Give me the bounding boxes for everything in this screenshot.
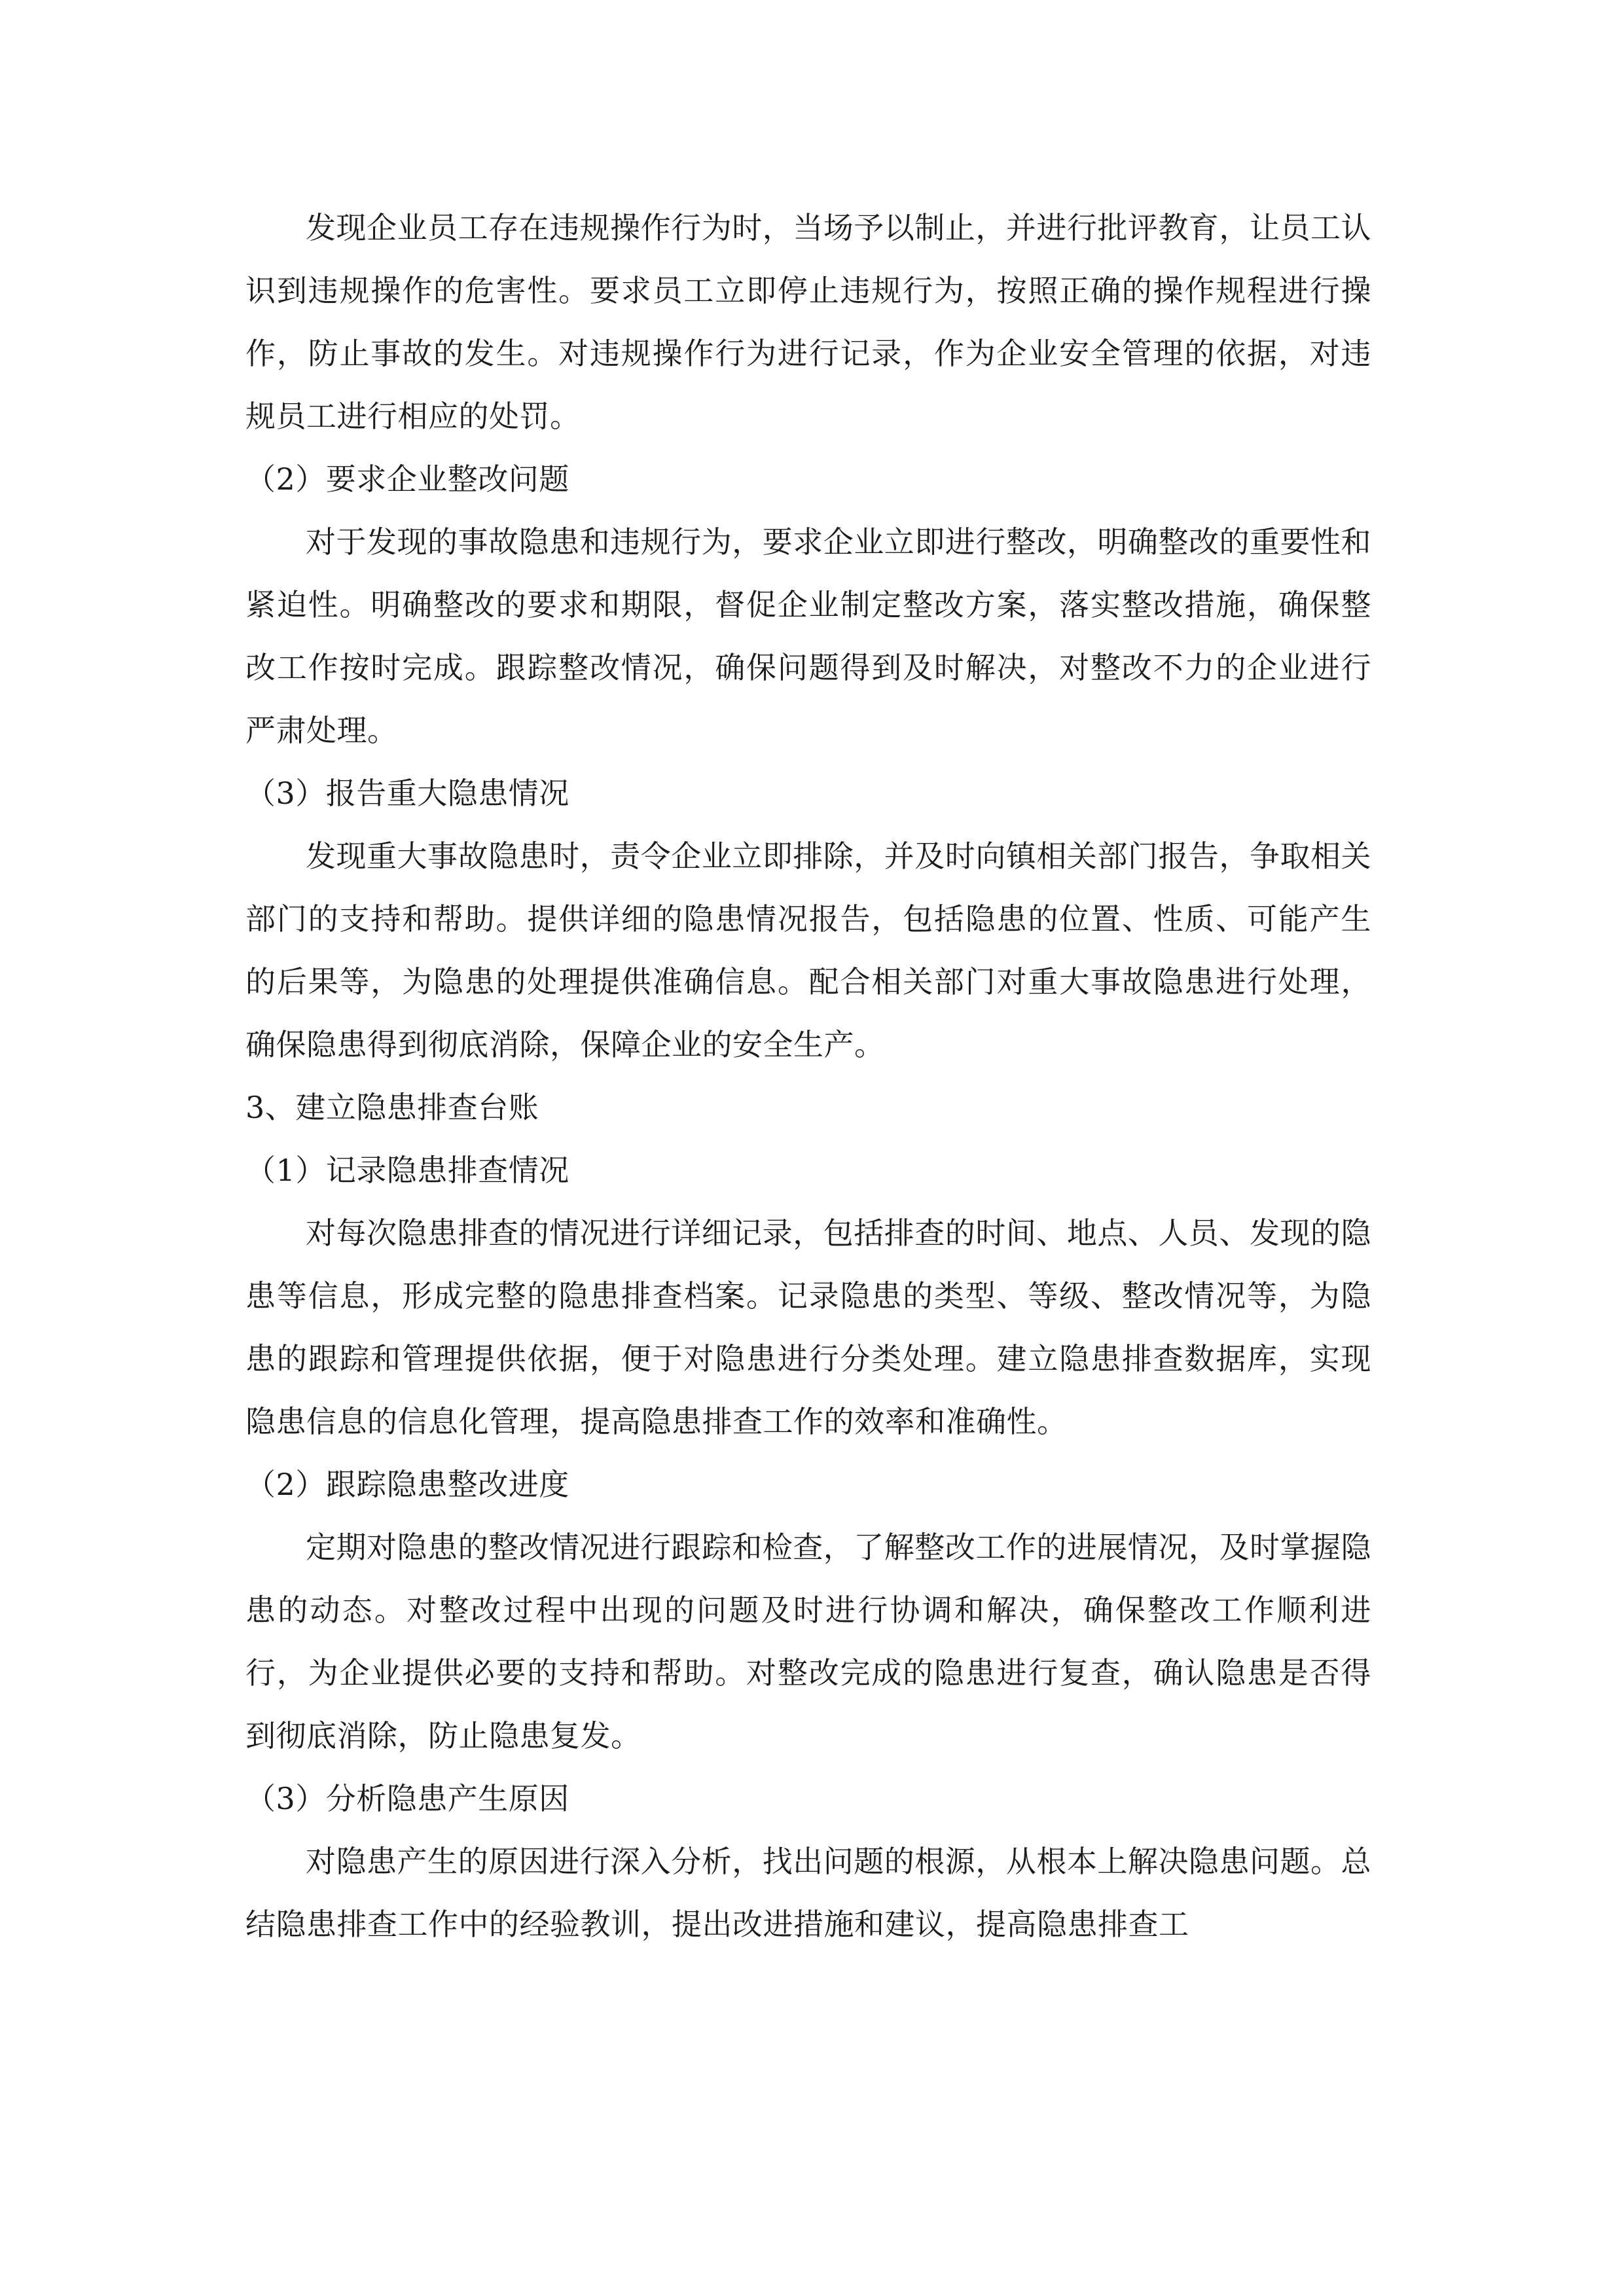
heading-report-major-hazards: （3）报告重大隐患情况 (245, 776, 569, 811)
paragraph-rectification: 对于发现的事故隐患和违规行为，要求企业立即进行整改，明确整改的重要性和紧迫性。明确整改的要求和期限，督促企业制定整改方案，落实整改措施，确保整改工作按时完成。跟踪整改情况，确保问题得到及时解决，对整改不力的企业进行严肃处理。 (245, 524, 1371, 748)
paragraph-record-inspection: 对每次隐患排查的情况进行详细记录，包括排查的时间、地点、人员、发现的隐患等信息，形成完整的隐患排查档案。记录隐患的类型、等级、整改情况等，为隐患的跟踪和管理提供依据，便于对隐患进行分类处理。建立隐患排查数据库，实现隐患信息的信息化管理，提高隐患排查工作的效率和准确性。 (245, 1215, 1371, 1439)
paragraph-analyze-causes: 对隐患产生的原因进行深入分析，找出问题的根源，从根本上解决隐患问题。总结隐患排查工作中的经验教训，提出改进措施和建议，提高隐患排查工 (245, 1844, 1371, 1942)
document-page (245, 196, 1371, 1956)
heading-rectification: （2）要求企业整改问题 (245, 461, 569, 497)
heading-record-inspection: （1）记录隐患排查情况 (245, 1153, 569, 1188)
heading-analyze-causes: （3）分析隐患产生原因 (245, 1781, 569, 1816)
heading-track-progress: （2）跟踪隐患整改进度 (245, 1467, 569, 1502)
paragraph-report-major-hazards: 发现重大事故隐患时，责令企业立即排除，并及时向镇相关部门报告，争取相关部门的支持和帮助。提供详细的隐患情况报告，包括隐患的位置、性质、可能产生的后果等，为隐患的处理提供准确信息。配合相关部门对重大事故隐患进行处理，确保隐患得到彻底消除，保障企业的安全生产。 (245, 838, 1371, 1062)
heading-hazard-ledger: 3、建立隐患排查台账 (245, 1090, 539, 1125)
paragraph-track-progress: 定期对隐患的整改情况进行跟踪和检查，了解整改工作的进展情况，及时掌握隐患的动态。对整改过程中出现的问题及时进行协调和解决，确保整改工作顺利进行，为企业提供必要的支持和帮助。对整改完成的隐患进行复查，确认隐患是否得到彻底消除，防止隐患复发。 (245, 1530, 1371, 1753)
paragraph-violation-handling: 发现企业员工存在违规操作行为时，当场予以制止，并进行批评教育，让员工认识到违规操作的危害性。要求员工立即停止违规行为，按照正确的操作规程进行操作，防止事故的发生。对违规操作行为进行记录，作为企业安全管理的依据，对违规员工进行相应的处罚。 (245, 210, 1371, 434)
